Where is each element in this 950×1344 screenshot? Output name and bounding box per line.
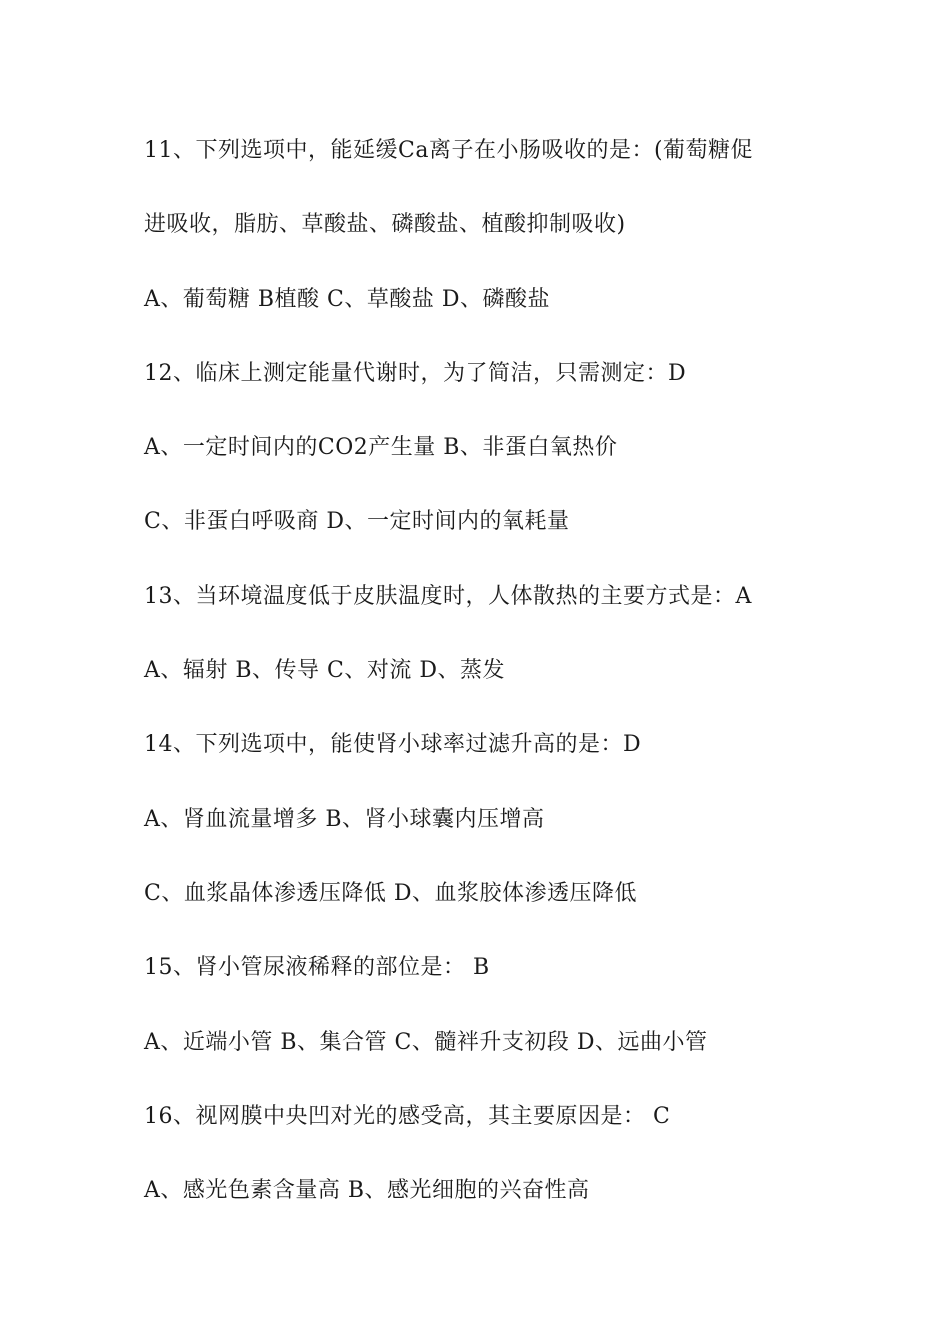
text-line-q16-stem: 16、视网膜中央凹对光的感受高，其主要原因是： C: [144, 1103, 671, 1129]
text-line-q11-options: A、葡萄糖 B植酸 C、草酸盐 D、磷酸盐: [144, 286, 551, 312]
text-line-q16-options: A、感光色素含量高 B、感光细胞的兴奋性高: [144, 1178, 590, 1204]
text-line-q13-options: A、辐射 B、传导 C、对流 D、蒸发: [144, 658, 506, 684]
text-line-q13-stem: 13、当环境温度低于皮肤温度时，人体散热的主要方式是：A: [144, 583, 752, 609]
text-line-q15-stem: 15、肾小管尿液稀释的部位是： B: [144, 955, 490, 981]
text-line-q15-options: A、近端小管 B、集合管 C、髓袢升支初段 D、远曲小管: [144, 1029, 708, 1055]
text-line-q12-options-1: A、一定时间内的CO2产生量 B、非蛋白氧热价: [144, 435, 618, 461]
text-line-q11-note: 进吸收，脂肪、草酸盐、磷酸盐、植酸抑制吸收): [144, 212, 626, 238]
text-line-q12-options-2: C、非蛋白呼吸商 D、一定时间内的氧耗量: [144, 509, 570, 535]
text-line-q14-options-1: A、肾血流量增多 B、肾小球囊内压增高: [144, 806, 545, 832]
text-line-q14-stem: 14、下列选项中，能使肾小球率过滤升高的是：D: [144, 732, 642, 758]
text-line-q11-stem: 11、下列选项中，能延缓Ca离子在小肠吸收的是：(葡萄糖促: [144, 138, 754, 163]
text-line-q14-options-2: C、血浆晶体渗透压降低 D、血浆胶体渗透压降低: [144, 880, 637, 906]
question-text-block: [144, 132, 824, 1246]
text-line-q12-stem: 12、临床上测定能量代谢时，为了简洁，只需测定：D: [144, 360, 687, 386]
